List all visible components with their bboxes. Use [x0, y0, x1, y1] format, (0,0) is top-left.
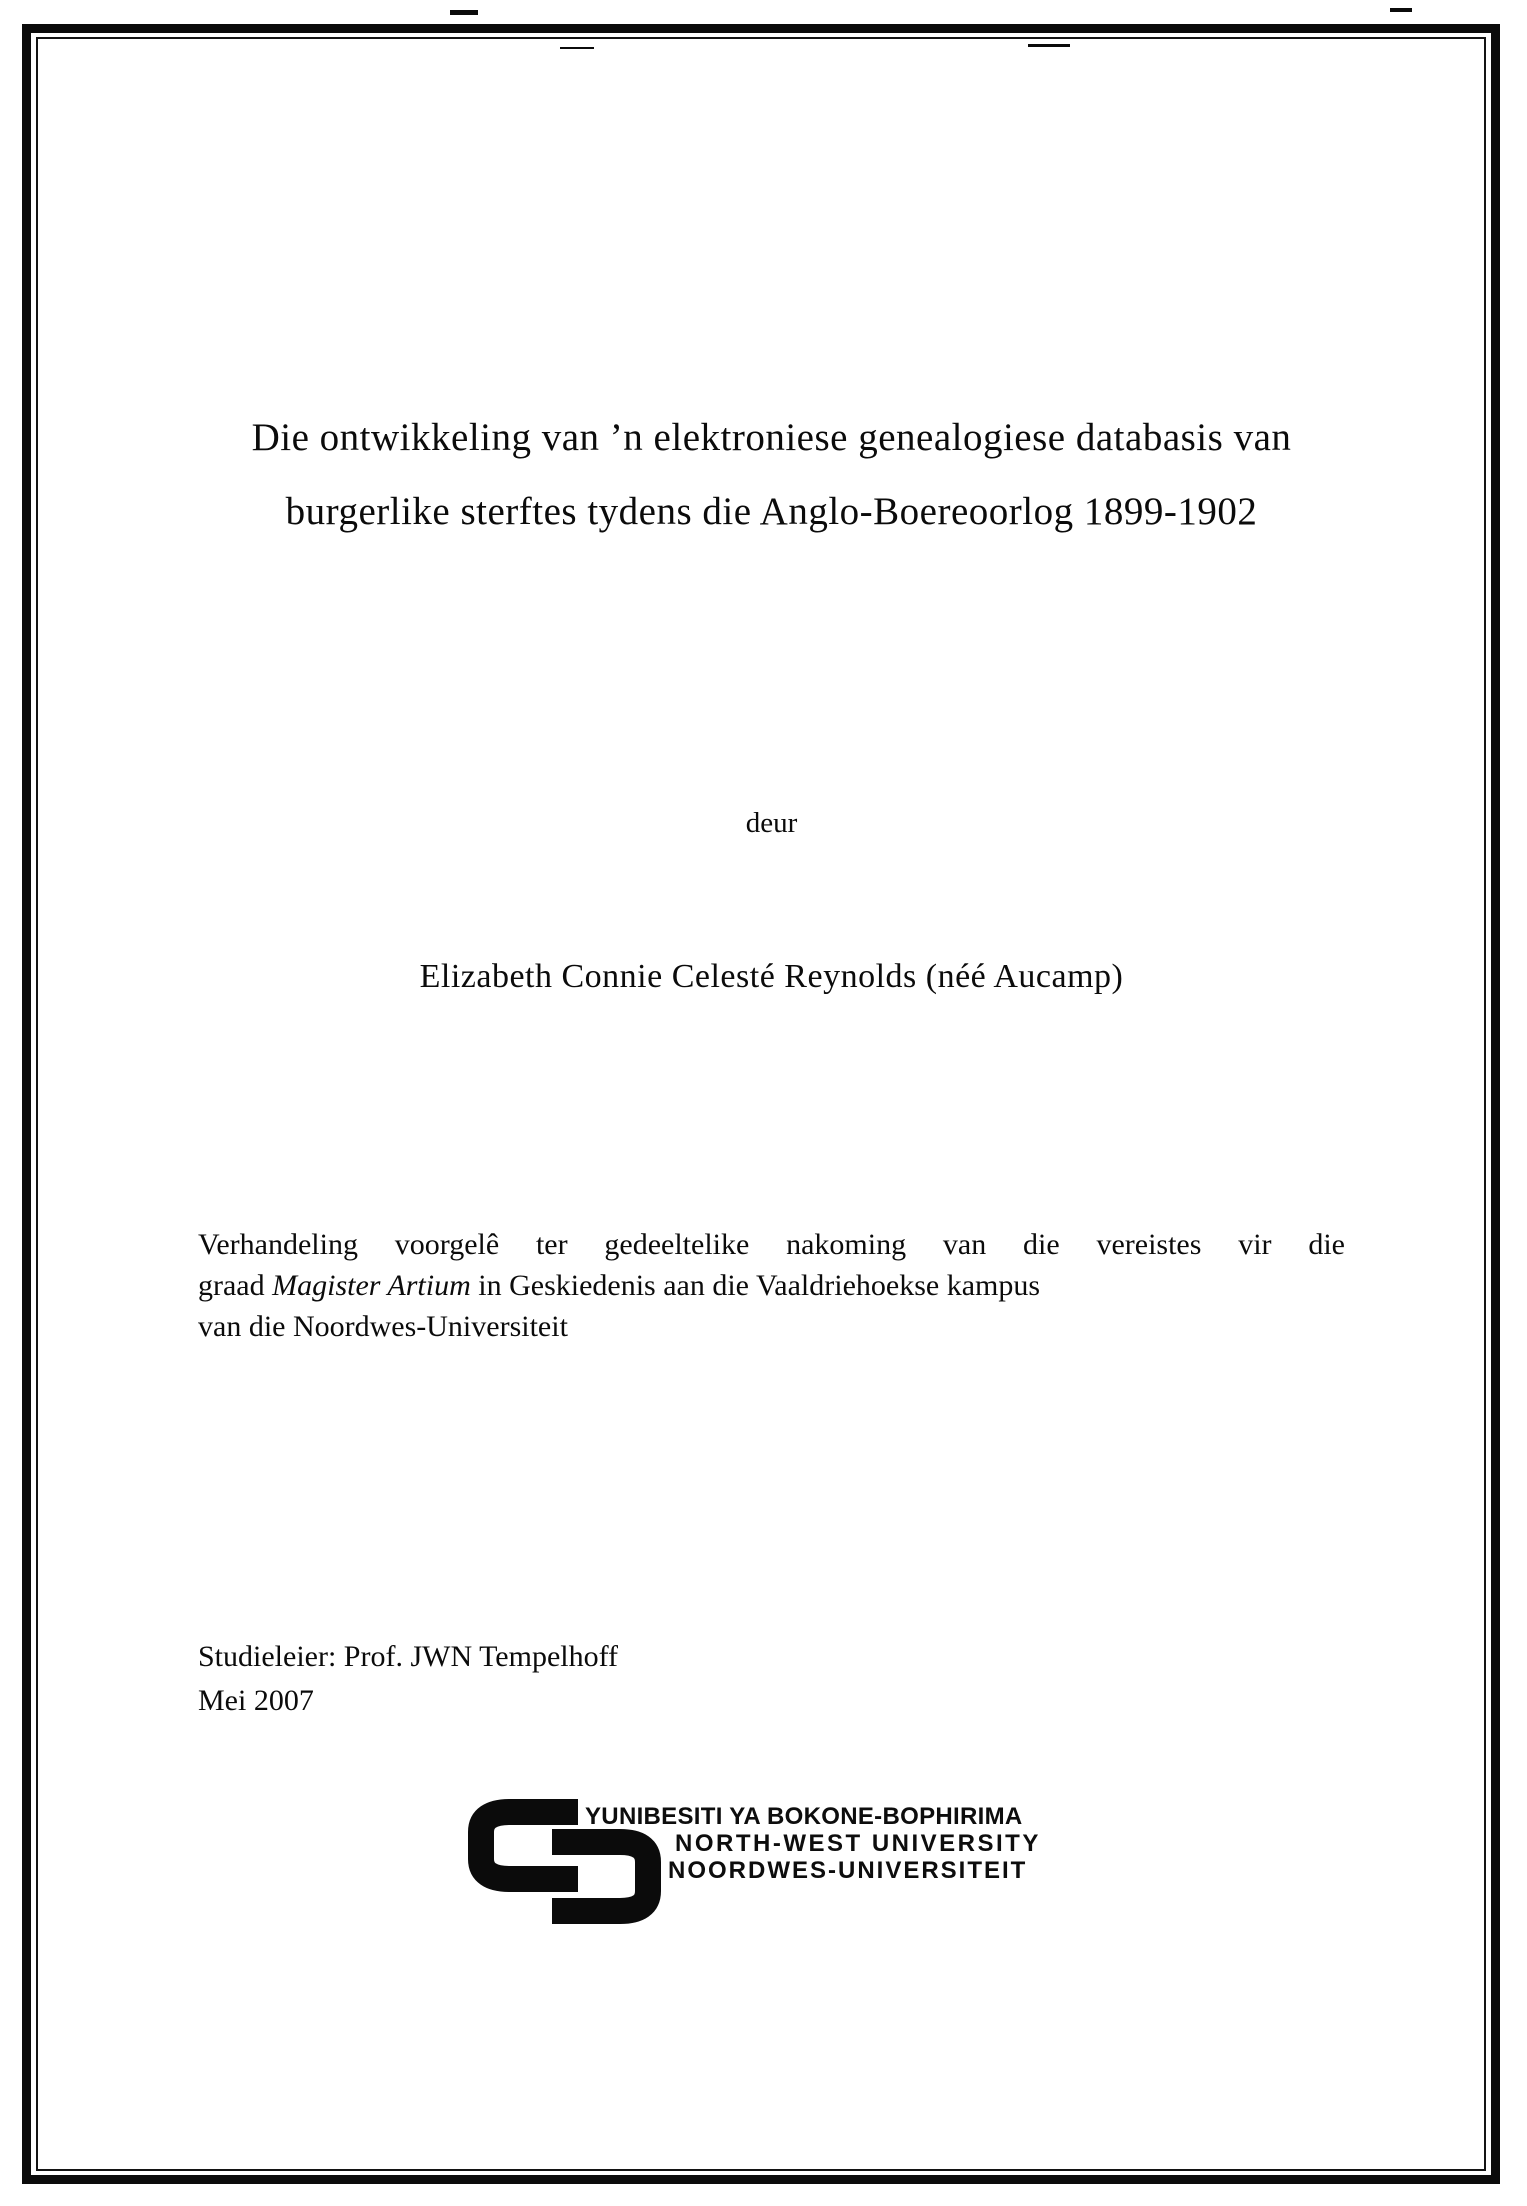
- university-wordmark: [585, 1803, 1041, 1884]
- thesis-title-line1: Die ontwikkeling van ’n elektroniese genealogiese databasis van: [251, 416, 1292, 459]
- scan-speck: [450, 10, 478, 15]
- university-name-afrikaans: NOORDWES-UNIVERSITEIT: [668, 1857, 1028, 1884]
- statement-line2: [198, 1265, 1345, 1306]
- submission-statement: [198, 1224, 1345, 1347]
- supervisor-line: Studieleier: Prof. JWN Tempelhoff: [198, 1640, 619, 1673]
- statement-line1: Verhandeling voorgelê ter gedeeltelike nakoming van die vereistes vir die: [198, 1228, 1345, 1261]
- university-name-english: NORTH-WEST UNIVERSITY: [675, 1830, 1041, 1857]
- thesis-title: [198, 401, 1345, 549]
- scan-speck: [1390, 8, 1412, 12]
- scan-speck: [560, 47, 594, 49]
- statement-line2-prefix: graad: [198, 1269, 273, 1302]
- date-line: Mei 2007: [198, 1684, 314, 1717]
- statement-line3: van die Noordwes-Universiteit: [198, 1310, 568, 1343]
- advisor-block: [198, 1635, 618, 1723]
- byline-deur: deur: [745, 807, 798, 839]
- thesis-title-line2: burgerlike sterftes tydens die Anglo-Boereoorlog 1899-1902: [285, 490, 1258, 533]
- author-name: Elizabeth Connie Celesté Reynolds (néé Aucamp): [419, 958, 1124, 995]
- scan-speck: [1028, 44, 1070, 47]
- statement-degree-name: Magister Artium: [272, 1269, 471, 1302]
- university-name-setswana: YUNIBESITI YA BOKONE-BOPHIRIMA: [585, 1803, 1023, 1830]
- statement-line2-suffix: in Geskiedenis aan die Vaaldriehoekse kampus: [470, 1269, 1041, 1302]
